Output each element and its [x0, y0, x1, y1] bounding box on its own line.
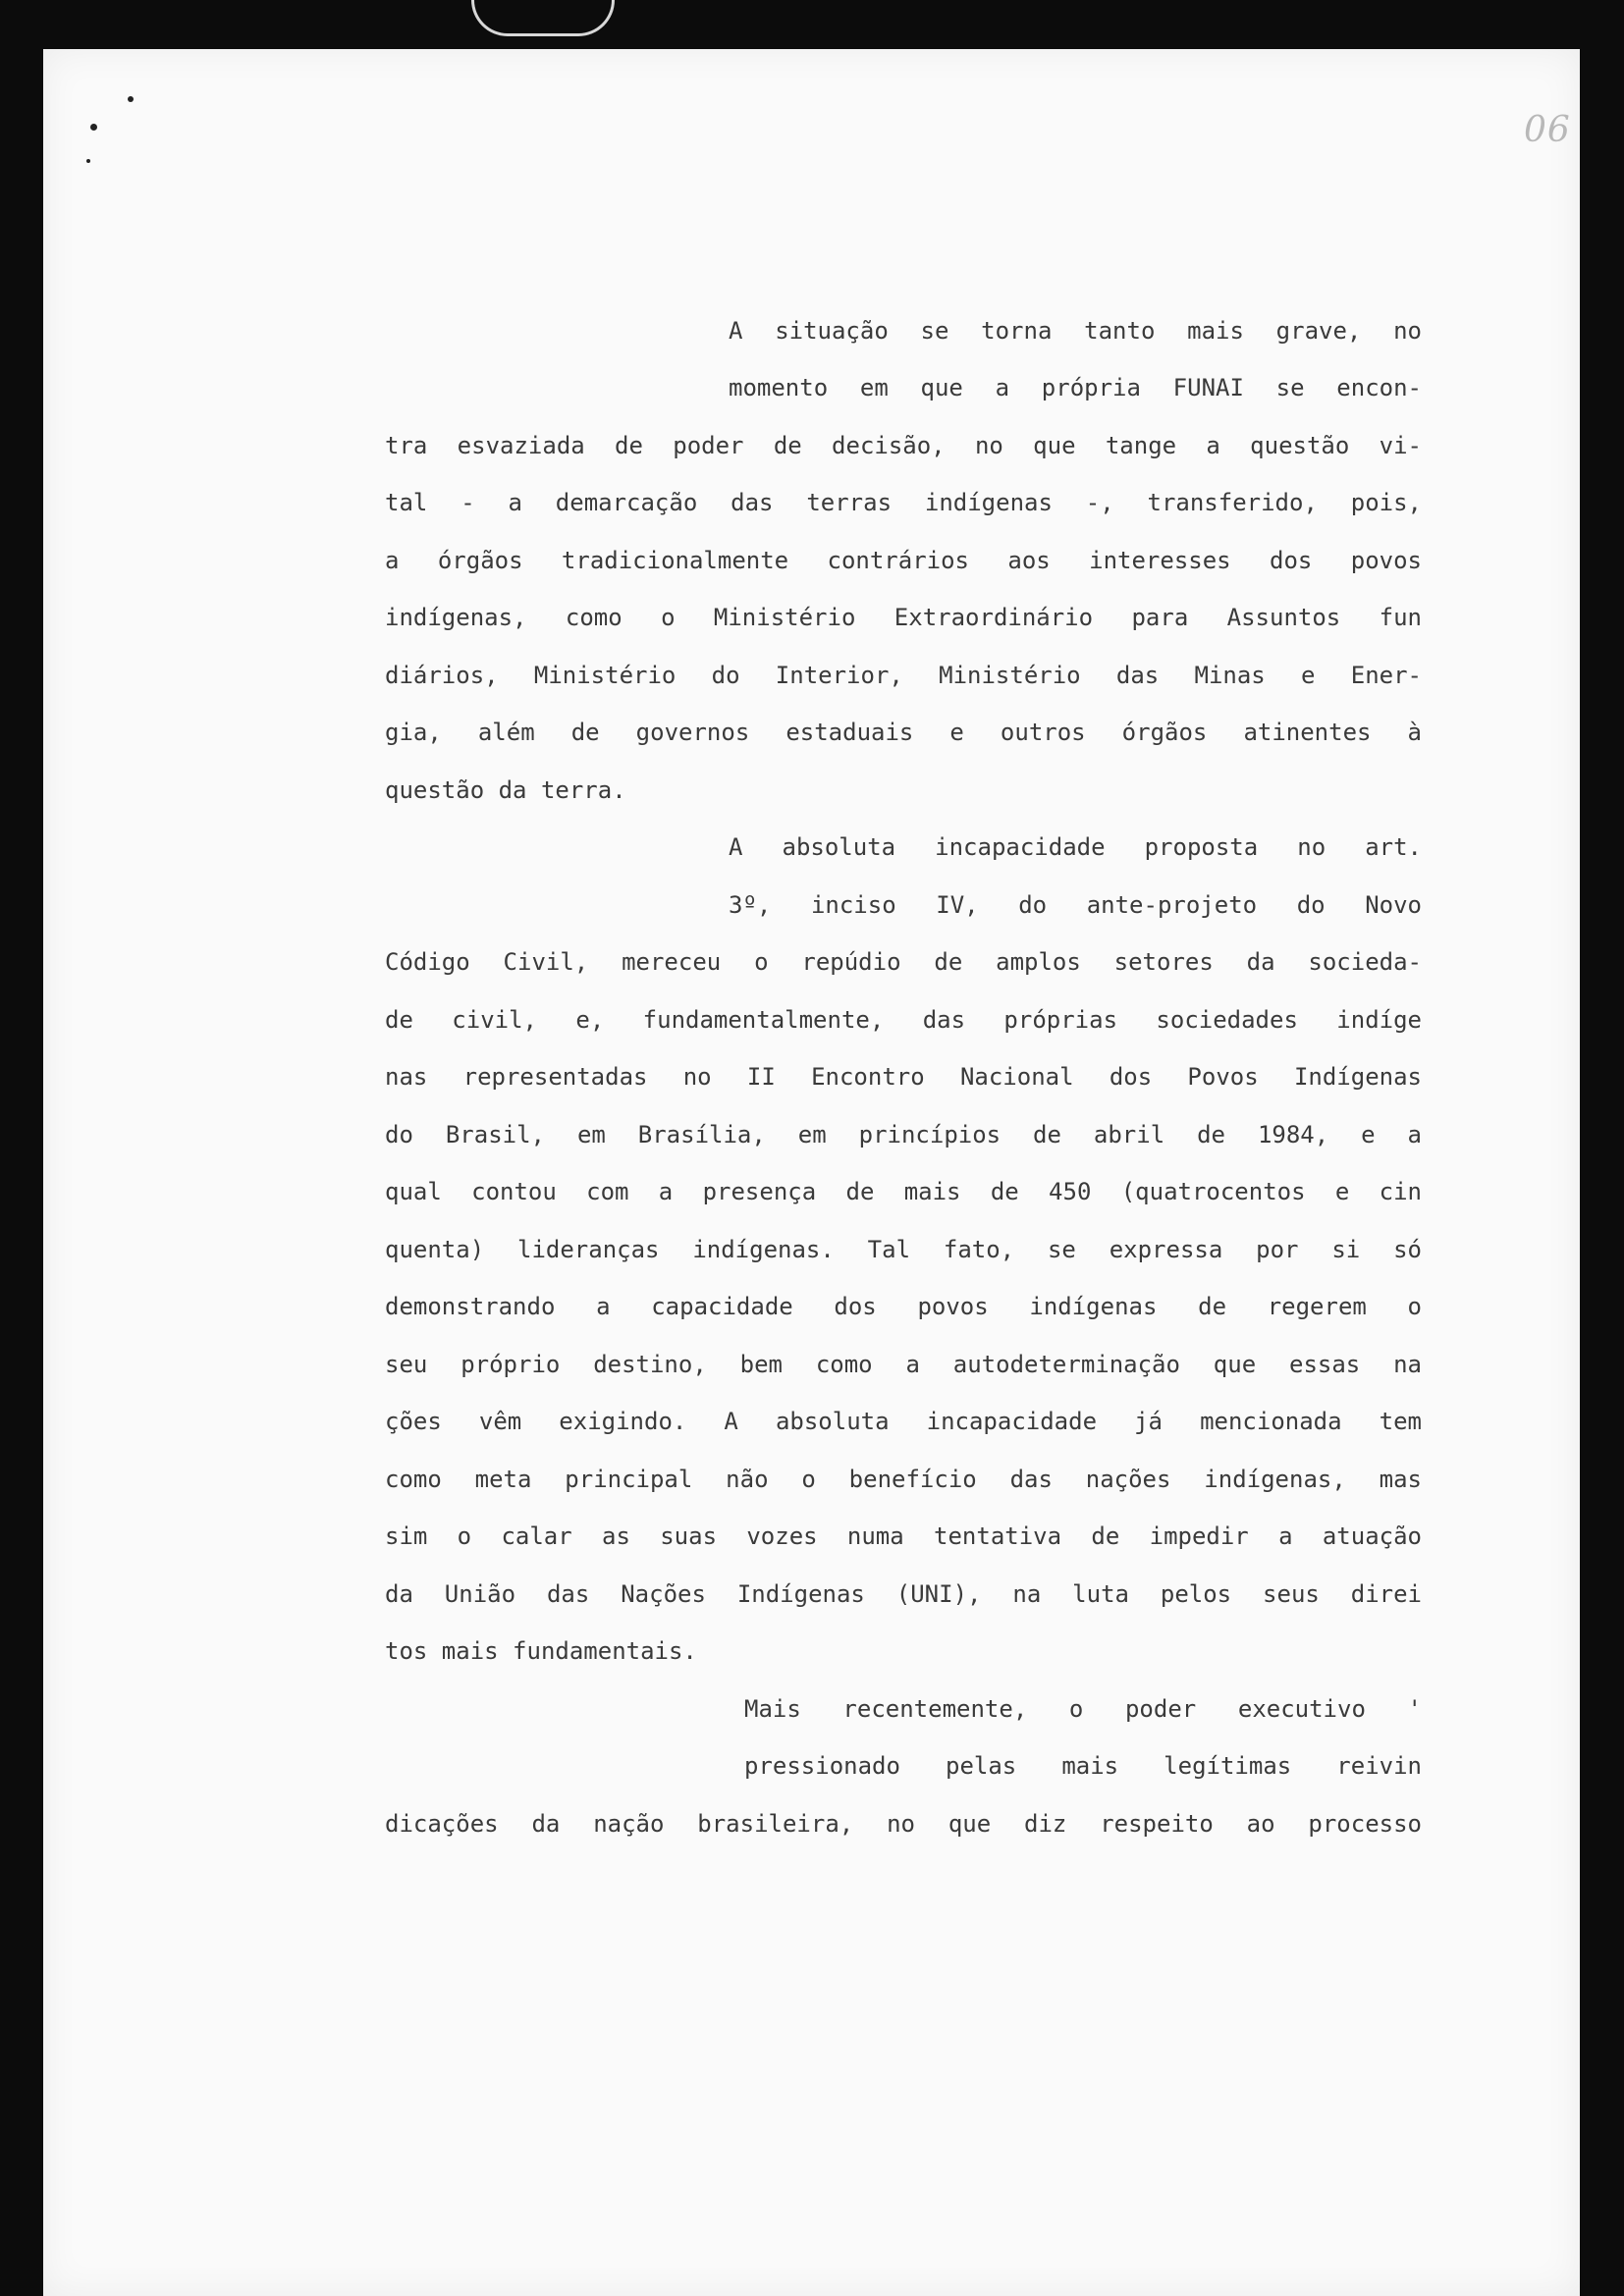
- text-line: qual contou com a presença de mais de 450 (quatrocentos e cin: [385, 1178, 1422, 1205]
- text-line: dicações da nação brasileira, no que diz respeito ao processo: [385, 1810, 1422, 1838]
- text-line: do Brasil, em Brasília, em princípios de abril de 1984, e a: [385, 1121, 1422, 1148]
- text-line: sim o calar as suas vozes numa tentativa de impedir a atuação: [385, 1522, 1422, 1550]
- text-line: diários, Ministério do Interior, Ministério das Minas e Ener-: [385, 662, 1422, 689]
- text-line: ções vêm exigindo. A absoluta incapacidade já mencionada tem: [385, 1408, 1422, 1435]
- text-line: Mais recentemente, o poder executivo ': [744, 1695, 1422, 1723]
- text-line: indígenas, como o Ministério Extraordinário para Assuntos fun: [385, 604, 1422, 631]
- text-line: A situação se torna tanto mais grave, no: [729, 317, 1422, 345]
- page-number: 06: [1524, 110, 1571, 150]
- text-line: como meta principal não o benefício das nações indígenas, mas: [385, 1466, 1422, 1493]
- scan-artifact-mark: [471, 0, 615, 36]
- text-line: tos mais fundamentais.: [385, 1637, 697, 1665]
- scan-speck: [90, 124, 97, 131]
- text-line: tra esvaziada de poder de decisão, no que tange a questão vi-: [385, 432, 1422, 459]
- text-line: questão da terra.: [385, 776, 626, 804]
- text-line: 3º, inciso IV, do ante-projeto do Novo: [729, 891, 1422, 919]
- text-line: demonstrando a capacidade dos povos indígenas de regerem o: [385, 1293, 1422, 1320]
- text-line: quenta) lideranças indígenas. Tal fato, se expressa por si só: [385, 1236, 1422, 1263]
- text-line: a órgãos tradicionalmente contrários aos interesses dos povos: [385, 547, 1422, 574]
- text-line: A absoluta incapacidade proposta no art.: [729, 833, 1422, 861]
- text-line: momento em que a própria FUNAI se encon-: [729, 374, 1422, 401]
- scan-speck: [86, 159, 90, 163]
- text-line: Código Civil, mereceu o repúdio de amplos setores da socieda-: [385, 948, 1422, 976]
- text-line: da União das Nações Indígenas (UNI), na luta pelos seus direi: [385, 1580, 1422, 1608]
- text-line: pressionado pelas mais legítimas reivin: [744, 1752, 1422, 1780]
- text-line: seu próprio destino, bem como a autodeterminação que essas na: [385, 1351, 1422, 1378]
- text-line: nas representadas no II Encontro Nacional dos Povos Indígenas: [385, 1063, 1422, 1091]
- text-line: gia, além de governos estaduais e outros órgãos atinentes à: [385, 719, 1422, 746]
- scan-speck: [128, 96, 134, 102]
- text-line: de civil, e, fundamentalmente, das próprias sociedades indíge: [385, 1006, 1422, 1034]
- text-line: tal - a demarcação das terras indígenas -, transferido, pois,: [385, 489, 1422, 516]
